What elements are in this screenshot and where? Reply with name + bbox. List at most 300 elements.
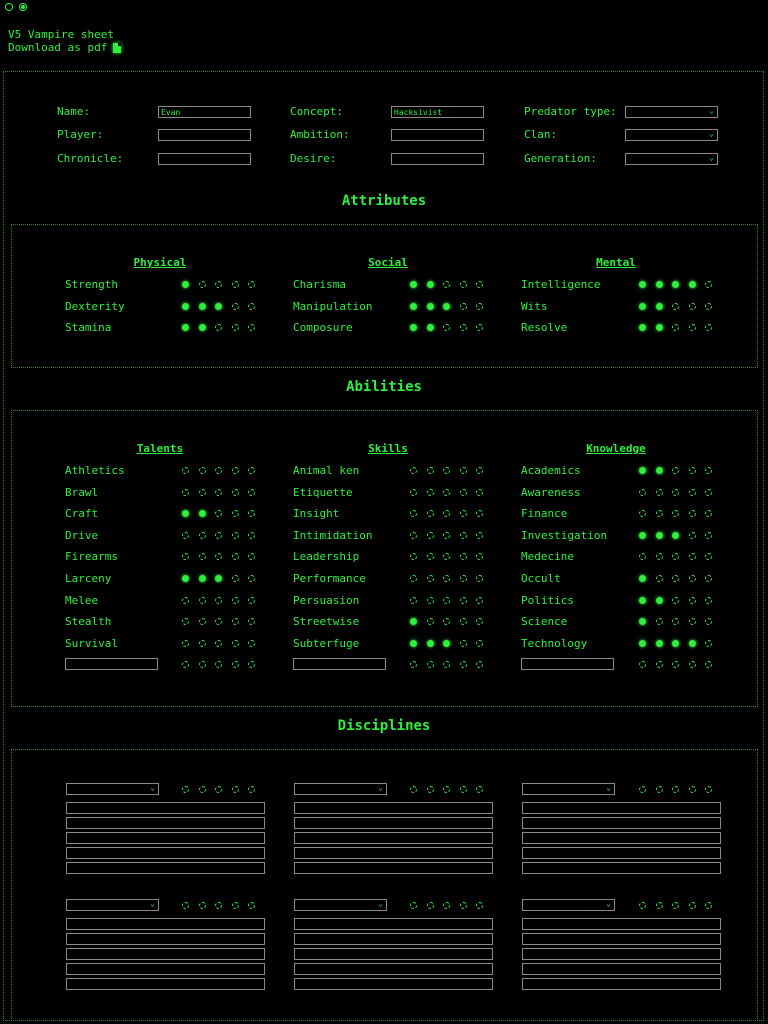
rating-dot[interactable] [248, 510, 255, 517]
rating-dot[interactable] [232, 902, 239, 909]
rating-dot[interactable] [443, 902, 450, 909]
rating-dot[interactable] [215, 489, 222, 496]
trait-label-charisma: Charisma [293, 278, 346, 291]
rating-dot[interactable] [689, 553, 696, 560]
rating-dot[interactable] [248, 281, 255, 288]
desire-input[interactable] [391, 153, 484, 165]
rating-dot[interactable] [443, 281, 450, 288]
rating-dot[interactable] [410, 467, 417, 474]
rating-dot[interactable] [689, 597, 696, 604]
attributes-box [11, 224, 758, 368]
rating-dot[interactable] [410, 597, 417, 604]
rating-dot[interactable] [705, 281, 712, 288]
rating-dot[interactable] [199, 786, 206, 793]
rating-dot[interactable] [215, 597, 222, 604]
rating-dot[interactable] [672, 303, 679, 310]
trait-rating-performance [410, 575, 493, 582]
rating-dot[interactable] [639, 281, 646, 288]
rating-dot[interactable] [215, 902, 222, 909]
rating-dot[interactable] [656, 489, 663, 496]
discipline-power-input[interactable] [522, 862, 721, 874]
rating-dot[interactable] [232, 510, 239, 517]
trait-label-politics: Politics [521, 593, 574, 607]
rating-dot[interactable] [248, 597, 255, 604]
chevron-down-icon: ⌄ [378, 899, 383, 908]
rating-dot[interactable] [460, 618, 467, 625]
rating-dot[interactable] [248, 786, 255, 793]
rating-dot[interactable] [460, 553, 467, 560]
rating-dot[interactable] [672, 902, 679, 909]
rating-dot[interactable] [639, 597, 646, 604]
rating-dot[interactable] [689, 489, 696, 496]
rating-dot[interactable] [215, 324, 222, 331]
rating-dot[interactable] [182, 489, 189, 496]
rating-dot[interactable] [689, 640, 696, 647]
custom-ability-rating [410, 661, 493, 668]
rating-dot[interactable] [476, 532, 483, 539]
rating-dot[interactable] [639, 902, 646, 909]
rating-dot[interactable] [427, 902, 434, 909]
concept-input[interactable] [391, 106, 484, 118]
trait-label-manipulation: Manipulation [293, 299, 373, 313]
discipline-select[interactable] [66, 783, 159, 795]
rating-dot[interactable] [672, 532, 679, 539]
rating-dot[interactable] [410, 553, 417, 560]
rating-dot[interactable] [705, 618, 712, 625]
rating-dot[interactable] [639, 618, 646, 625]
rating-dot[interactable] [476, 281, 483, 288]
rating-dot[interactable] [476, 510, 483, 517]
rating-dot[interactable] [232, 467, 239, 474]
rating-dot[interactable] [705, 510, 712, 517]
rating-dot[interactable] [476, 489, 483, 496]
chronicle-label: Chronicle: [57, 152, 124, 165]
trait-rating-dexterity [182, 303, 265, 310]
rating-dot[interactable] [199, 553, 206, 560]
discipline-power-input[interactable] [66, 802, 265, 814]
rating-dot[interactable] [460, 281, 467, 288]
rating-dot[interactable] [427, 303, 434, 310]
discipline-power-input[interactable] [294, 832, 493, 844]
rating-dot[interactable] [215, 618, 222, 625]
trait-rating-medecine [639, 553, 722, 560]
rating-dot[interactable] [232, 661, 239, 668]
rating-dot[interactable] [689, 786, 696, 793]
rating-dot[interactable] [248, 532, 255, 539]
player-input[interactable] [158, 129, 251, 141]
rating-dot[interactable] [705, 324, 712, 331]
rating-dot[interactable] [656, 640, 663, 647]
rating-dot[interactable] [705, 553, 712, 560]
rating-dot[interactable] [689, 510, 696, 517]
rating-dot[interactable] [410, 786, 417, 793]
column-title-mental: Mental [596, 256, 636, 269]
custom-ability-input[interactable] [293, 658, 386, 670]
rating-dot[interactable] [460, 575, 467, 582]
rating-dot[interactable] [476, 640, 483, 647]
generation-label: Generation: [524, 152, 597, 165]
rating-dot[interactable] [199, 489, 206, 496]
rating-dot[interactable] [410, 640, 417, 647]
rating-dot[interactable] [672, 489, 679, 496]
discipline-power-input[interactable] [294, 933, 493, 945]
rating-dot[interactable] [215, 661, 222, 668]
trait-label-wits: Wits [521, 299, 548, 313]
rating-dot[interactable] [248, 640, 255, 647]
discipline-power-input[interactable] [522, 948, 721, 960]
rating-dot[interactable] [639, 532, 646, 539]
rating-dot[interactable] [232, 618, 239, 625]
rating-dot[interactable] [248, 618, 255, 625]
rating-dot[interactable] [460, 324, 467, 331]
rating-dot[interactable] [672, 661, 679, 668]
rating-dot[interactable] [689, 324, 696, 331]
clan-select[interactable] [625, 129, 718, 141]
rating-dot[interactable] [672, 597, 679, 604]
rating-dot[interactable] [443, 510, 450, 517]
discipline-power-input[interactable] [294, 948, 493, 960]
trait-rating-stealth [182, 618, 265, 625]
discipline-power-input[interactable] [66, 948, 265, 960]
discipline-power-input[interactable] [294, 918, 493, 930]
rating-dot[interactable] [232, 532, 239, 539]
custom-ability-input[interactable] [65, 658, 158, 670]
discipline-power-input[interactable] [522, 963, 721, 975]
rating-dot[interactable] [410, 532, 417, 539]
discipline-power-input[interactable] [294, 978, 493, 990]
discipline-power-input[interactable] [522, 817, 721, 829]
rating-dot[interactable] [182, 510, 189, 517]
rating-dot[interactable] [410, 618, 417, 625]
rating-dot[interactable] [639, 467, 646, 474]
rating-dot[interactable] [427, 510, 434, 517]
rating-dot[interactable] [672, 618, 679, 625]
rating-dot[interactable] [689, 281, 696, 288]
rating-dot[interactable] [476, 618, 483, 625]
rating-dot[interactable] [427, 786, 434, 793]
rating-dot[interactable] [656, 303, 663, 310]
rating-dot[interactable] [215, 553, 222, 560]
rating-dot[interactable] [460, 661, 467, 668]
rating-dot[interactable] [232, 303, 239, 310]
rating-dot[interactable] [476, 575, 483, 582]
rating-dot[interactable] [248, 575, 255, 582]
rating-dot[interactable] [215, 281, 222, 288]
rating-dot[interactable] [232, 489, 239, 496]
discipline-select[interactable] [294, 783, 387, 795]
rating-dot[interactable] [427, 489, 434, 496]
discipline-power-input[interactable] [294, 963, 493, 975]
rating-dot[interactable] [410, 510, 417, 517]
rating-dot[interactable] [705, 597, 712, 604]
discipline-power-input[interactable] [294, 847, 493, 859]
radio-option-2[interactable] [19, 3, 27, 11]
trait-label-intimidation: Intimidation [293, 528, 373, 542]
rating-dot[interactable] [215, 640, 222, 647]
rating-dot[interactable] [199, 281, 206, 288]
rating-dot[interactable] [656, 786, 663, 793]
rating-dot[interactable] [182, 597, 189, 604]
rating-dot[interactable] [443, 575, 450, 582]
rating-dot[interactable] [199, 510, 206, 517]
rating-dot[interactable] [443, 324, 450, 331]
rating-dot[interactable] [476, 597, 483, 604]
trait-label-stamina: Stamina [65, 321, 112, 334]
discipline-power-input[interactable] [66, 862, 265, 874]
rating-dot[interactable] [639, 575, 646, 582]
rating-dot[interactable] [232, 575, 239, 582]
rating-dot[interactable] [215, 532, 222, 539]
rating-dot[interactable] [705, 303, 712, 310]
rating-dot[interactable] [476, 553, 483, 560]
name-input[interactable] [158, 106, 251, 118]
rating-dot[interactable] [656, 902, 663, 909]
rating-dot[interactable] [443, 618, 450, 625]
rating-dot[interactable] [443, 597, 450, 604]
download-pdf-link[interactable] [8, 41, 121, 54]
rating-dot[interactable] [182, 532, 189, 539]
rating-dot[interactable] [182, 303, 189, 310]
rating-dot[interactable] [182, 902, 189, 909]
rating-dot[interactable] [199, 324, 206, 331]
rating-dot[interactable] [182, 553, 189, 560]
rating-dot[interactable] [199, 618, 206, 625]
concept-label: Concept: [290, 105, 343, 118]
rating-dot[interactable] [689, 467, 696, 474]
rating-dot[interactable] [182, 661, 189, 668]
rating-dot[interactable] [232, 786, 239, 793]
discipline-power-input[interactable] [66, 847, 265, 859]
rating-dot[interactable] [182, 618, 189, 625]
rating-dot[interactable] [639, 786, 646, 793]
rating-dot[interactable] [182, 281, 189, 288]
rating-dot[interactable] [689, 618, 696, 625]
rating-dot[interactable] [410, 489, 417, 496]
trait-label-occult: Occult [521, 572, 561, 585]
rating-dot[interactable] [476, 303, 483, 310]
rating-dot[interactable] [639, 324, 646, 331]
rating-dot[interactable] [410, 575, 417, 582]
discipline-power-input[interactable] [522, 847, 721, 859]
rating-dot[interactable] [476, 467, 483, 474]
trait-rating-streetwise [410, 618, 493, 625]
rating-dot[interactable] [427, 281, 434, 288]
trait-rating-academics [639, 467, 722, 474]
rating-dot[interactable] [443, 553, 450, 560]
rating-dot[interactable] [705, 467, 712, 474]
rating-dot[interactable] [232, 640, 239, 647]
rating-dot[interactable] [476, 786, 483, 793]
rating-dot[interactable] [460, 489, 467, 496]
rating-dot[interactable] [656, 597, 663, 604]
rating-dot[interactable] [410, 303, 417, 310]
rating-dot[interactable] [476, 902, 483, 909]
discipline-power-input[interactable] [66, 978, 265, 990]
rating-dot[interactable] [248, 553, 255, 560]
discipline-power-input[interactable] [522, 802, 721, 814]
rating-dot[interactable] [672, 324, 679, 331]
rating-dot[interactable] [705, 661, 712, 668]
radio-option-1[interactable] [5, 3, 13, 11]
rating-dot[interactable] [460, 510, 467, 517]
rating-dot[interactable] [215, 510, 222, 517]
rating-dot[interactable] [182, 324, 189, 331]
trait-label-stealth: Stealth [65, 615, 112, 629]
rating-dot[interactable] [248, 303, 255, 310]
rating-dot[interactable] [460, 303, 467, 310]
rating-dot[interactable] [672, 640, 679, 647]
rating-dot[interactable] [427, 553, 434, 560]
attributes-title: Attributes [341, 193, 427, 209]
rating-dot[interactable] [689, 661, 696, 668]
rating-dot[interactable] [460, 902, 467, 909]
rating-dot[interactable] [427, 324, 434, 331]
rating-dot[interactable] [232, 281, 239, 288]
rating-dot[interactable] [427, 467, 434, 474]
rating-dot[interactable] [199, 902, 206, 909]
rating-dot[interactable] [672, 575, 679, 582]
rating-dot[interactable] [639, 553, 646, 560]
discipline-power-input[interactable] [66, 817, 265, 829]
rating-dot[interactable] [215, 303, 222, 310]
rating-dot[interactable] [199, 640, 206, 647]
discipline-power-input[interactable] [66, 933, 265, 945]
rating-dot[interactable] [639, 640, 646, 647]
rating-dot[interactable] [656, 618, 663, 625]
discipline-select[interactable] [294, 899, 387, 911]
rating-dot[interactable] [248, 902, 255, 909]
rating-dot[interactable] [410, 281, 417, 288]
rating-dot[interactable] [248, 661, 255, 668]
rating-dot[interactable] [656, 532, 663, 539]
discipline-power-input[interactable] [294, 817, 493, 829]
rating-dot[interactable] [656, 553, 663, 560]
rating-dot[interactable] [232, 324, 239, 331]
rating-dot[interactable] [705, 575, 712, 582]
rating-dot[interactable] [460, 467, 467, 474]
rating-dot[interactable] [182, 640, 189, 647]
rating-dot[interactable] [656, 467, 663, 474]
rating-dot[interactable] [672, 553, 679, 560]
discipline-power-input[interactable] [522, 933, 721, 945]
rating-dot[interactable] [427, 575, 434, 582]
rating-dot[interactable] [443, 489, 450, 496]
rating-dot[interactable] [689, 575, 696, 582]
discipline-power-input[interactable] [522, 832, 721, 844]
rating-dot[interactable] [215, 786, 222, 793]
rating-dot[interactable] [443, 661, 450, 668]
generation-select[interactable] [625, 153, 718, 165]
discipline-select[interactable] [522, 899, 615, 911]
ambition-input[interactable] [391, 129, 484, 141]
rating-dot[interactable] [427, 532, 434, 539]
rating-dot[interactable] [199, 661, 206, 668]
rating-dot[interactable] [199, 532, 206, 539]
trait-label-medecine: Medecine [521, 550, 574, 564]
rating-dot[interactable] [705, 902, 712, 909]
rating-dot[interactable] [443, 467, 450, 474]
rating-dot[interactable] [248, 467, 255, 474]
rating-dot[interactable] [215, 575, 222, 582]
rating-dot[interactable] [232, 597, 239, 604]
rating-dot[interactable] [672, 510, 679, 517]
rating-dot[interactable] [656, 324, 663, 331]
rating-dot[interactable] [639, 661, 646, 668]
rating-dot[interactable] [410, 661, 417, 668]
rating-dot[interactable] [427, 597, 434, 604]
rating-dot[interactable] [427, 661, 434, 668]
discipline-select[interactable] [66, 899, 159, 911]
rating-dot[interactable] [672, 281, 679, 288]
rating-dot[interactable] [410, 324, 417, 331]
discipline-select[interactable] [522, 783, 615, 795]
rating-dot[interactable] [215, 467, 222, 474]
chronicle-input[interactable] [158, 153, 251, 165]
rating-dot[interactable] [639, 510, 646, 517]
rating-dot[interactable] [460, 597, 467, 604]
rating-dot[interactable] [460, 532, 467, 539]
rating-dot[interactable] [689, 902, 696, 909]
rating-dot[interactable] [443, 786, 450, 793]
rating-dot[interactable] [427, 640, 434, 647]
rating-dot[interactable] [672, 467, 679, 474]
rating-dot[interactable] [705, 640, 712, 647]
rating-dot[interactable] [656, 661, 663, 668]
rating-dot[interactable] [705, 489, 712, 496]
rating-dot[interactable] [248, 324, 255, 331]
rating-dot[interactable] [672, 786, 679, 793]
rating-dot[interactable] [443, 532, 450, 539]
predator-type-select[interactable] [625, 106, 718, 118]
rating-dot[interactable] [427, 618, 434, 625]
discipline-power-input[interactable] [294, 862, 493, 874]
rating-dot[interactable] [182, 786, 189, 793]
rating-dot[interactable] [199, 467, 206, 474]
rating-dot[interactable] [656, 575, 663, 582]
rating-dot[interactable] [476, 661, 483, 668]
rating-dot[interactable] [656, 510, 663, 517]
rating-dot[interactable] [182, 467, 189, 474]
rating-dot[interactable] [705, 532, 712, 539]
rating-dot[interactable] [656, 281, 663, 288]
discipline-power-input[interactable] [294, 802, 493, 814]
rating-dot[interactable] [248, 489, 255, 496]
discipline-power-input[interactable] [522, 978, 721, 990]
custom-ability-input[interactable] [521, 658, 614, 670]
rating-dot[interactable] [460, 786, 467, 793]
discipline-power-input[interactable] [66, 918, 265, 930]
rating-dot[interactable] [639, 489, 646, 496]
discipline-power-input[interactable] [66, 963, 265, 975]
rating-dot[interactable] [443, 303, 450, 310]
discipline-power-input[interactable] [66, 832, 265, 844]
rating-dot[interactable] [199, 597, 206, 604]
rating-dot[interactable] [476, 324, 483, 331]
rating-dot[interactable] [443, 640, 450, 647]
discipline-power-input[interactable] [522, 918, 721, 930]
rating-dot[interactable] [232, 553, 239, 560]
rating-dot[interactable] [689, 303, 696, 310]
rating-dot[interactable] [199, 303, 206, 310]
rating-dot[interactable] [410, 902, 417, 909]
trait-rating-composure [410, 324, 493, 331]
rating-dot[interactable] [199, 575, 206, 582]
rating-dot[interactable] [689, 532, 696, 539]
rating-dot[interactable] [460, 640, 467, 647]
rating-dot[interactable] [705, 786, 712, 793]
rating-dot[interactable] [182, 575, 189, 582]
rating-dot[interactable] [639, 303, 646, 310]
